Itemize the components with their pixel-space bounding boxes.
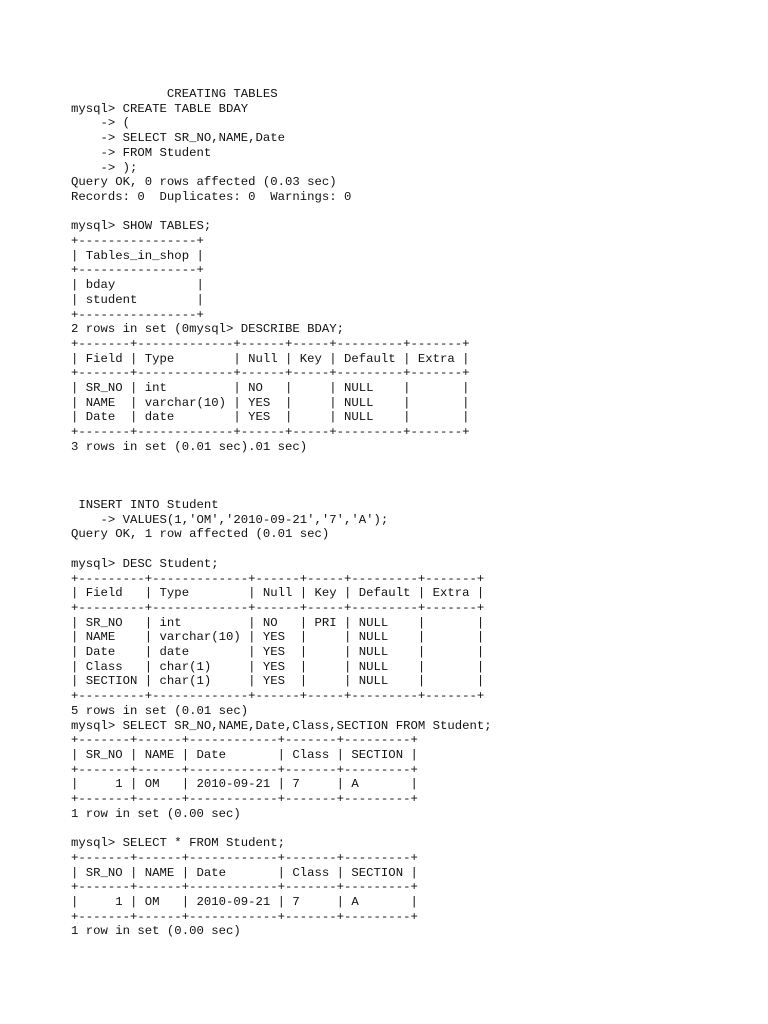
sql-transcript-create-tables: CREATING TABLES mysql> CREATE TABLE BDAY -> ( -> SELECT SR_NO,NAME,Date -> FROM Student -> ); Query OK, 0 rows affected (0.03 sec) Records: 0 Duplicates: 0 Warnings: 0 mysql> SHOW TABLES; +----------------+ | Tables_in_shop | +----------------+ | bday | | student | +----------------+ 2 rows in set (0mysql> DESCRIBE BDAY; +-------+-------------+------+-----+---------+-------+ | Field | Type | Null | Key | Default | Extra | +-------+-------------+------+-----+---------+-------+ | SR_NO | int | NO | | NULL | | | NAME | varchar(10) | YES | | NULL | | | Date | date | YES | | NULL | | +-------+-------------+------+-----+---------+-------+ 3 rows in set (0.01 sec).01 sec): [71, 87, 470, 454]
sql-transcript-insert-select: INSERT INTO Student -> VALUES(1,'OM','2010-09-21','7','A'); Query OK, 1 row affected (0.01 sec) mysql> DESC Student; +---------+-------------+------+-----+---------+-------+ | Field | Type | Null | Key | Default | Extra | +---------+-------------+------+-----+---------+-------+ | SR_NO | int | NO | PRI | NULL | | | NAME | varchar(10) | YES | | NULL | | | Date | date | YES | | NULL | | | Class | char(1) | YES | | NULL | | | SECTION | char(1) | YES | | NULL | | +---------+-------------+------+-----+---------+-------+ 5 rows in set (0.01 sec) mysql> SELECT SR_NO,NAME,Date,Class,SECTION FROM Student; +-------+------+------------+-------+---------+ | SR_NO | NAME | Date | Class | SECTION | +-------+------+------------+-------+---------+ | 1 | OM | 2010-09-21 | 7 | A | +-------+------+------------+-------+---------+ 1 row in set (0.00 sec) mysql> SELECT * FROM Student; +-------+------+------------+-------+---------+ | SR_NO | NAME | Date | Class | SECTION | +-------+------+------------+-------+---------+ | 1 | OM | 2010-09-21 | 7 | A | +-------+------+------------+-------+---------+ 1 row in set (0.00 sec): [71, 498, 492, 939]
